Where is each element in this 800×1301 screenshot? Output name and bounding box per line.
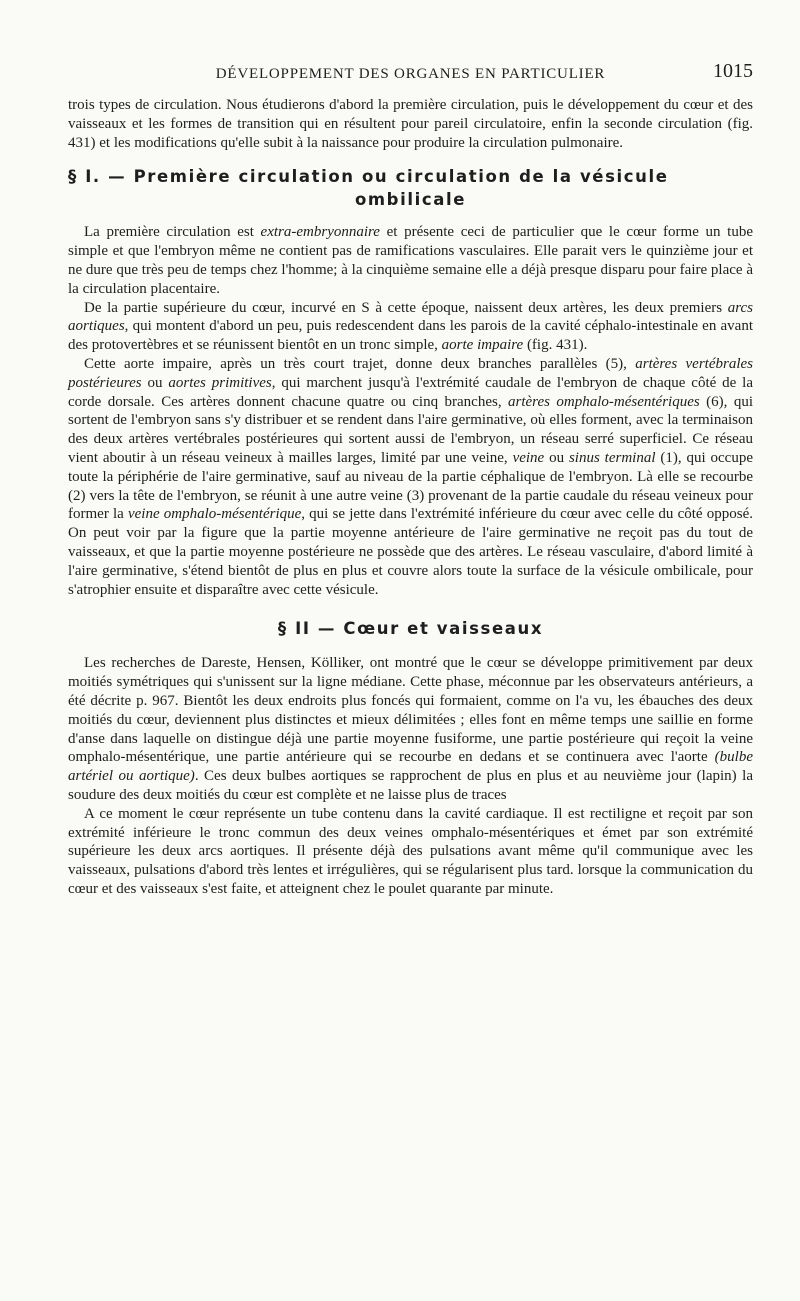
italic-term: sinus terminal [568,449,656,466]
section1-heading-line2: ombilicale [354,190,467,210]
text-run: La première circulation est [84,224,261,241]
text-run: (fig. 431). [523,337,588,354]
text-run: , qui se jette dans l'extrémité inférieure du cœur avec celle du côté opposé. On peut voir par la figure que la partie moyenne antérieure de l'aire germinative ne reçoit pas du tout de vaisseaux, et que la partie moyenne postérieure ne possède que des artères. Le réseau vasculaire, d'abord limité à l'aire germinative, s'étend bientôt de plus en plus et couvre alors toute la surface de la vésicule ombilicale, pour s'atrophier ensuite et disparaître avec cette vésicule. [68,506,753,598]
section1-heading [68,165,753,211]
italic-term: (bulbe artériel ou aortique) [68,749,753,785]
text-run: Cette aorte impaire, après un très court trajet, donne deux branches parallèles (5), [84,355,636,372]
text-run: et présente ceci de particulier que le cœur forme un tube simple et que l'embryon même ne contient pas de ramifications vasculaires. Elle parait vers le quinzième jour et ne dure que très peu de temps chez l'homme; à la cinquième semaine elle a déjà presque disparu pour faire place à la circulation placentaire. [68,224,754,297]
text-run: ou [141,374,169,391]
text-run: , qui marchent jusqu'à l'extrémité caudale de l'embryon de chaque côté de la corde dorsale. Ces artères donnent chacune quatre ou cinq branches, [68,374,754,410]
text-run: . Ces deux bulbes aortiques se rapprochent de plus en plus et au neuvième jour (lapin) la soudure des deux moitiés du cœur est complète et ne laisse plus de traces [68,768,753,803]
text-run: (6), qui sortent de l'embryon sans s'y distribuer et se rendent dans l'aire germinative, où elles forment, avec la terminaison des deux artères vertébrales postérieures qui sortent aussi de l'embryon, un réseau serré superficiel. Ce réseau vient aboutir à un réseau veineux à mailles larges, limité par une veine, [68,393,753,466]
section2-paragraph-1 [68,654,753,804]
text-run: Les recherches de Dareste, Hensen, Kölliker, ont montré que le cœur se développe primitivement par deux moitiés symétriques qui s'unissent sur la ligne médiane. Cette phase, méconnue par les observateurs antérieurs, a été décrite p. 967. Bientôt les deux endroits plus foncés qui formaient, comme on l'a vu, les ébauches des deux moitiés du cœur, deviennent plus distinctes et mieux délimitées ; elles font en même temps une saillie en forme d'anse dans laquelle on distingue déjà une partie moyenne fusiforme, une partie postérieure qui reçoit la veine omphalo-mésentérique, une partie antérieure qui se recourbe en dedans et se continuera avec l'aorte [68,655,753,766]
italic-term: artères vertébrales postérieures [68,355,753,391]
section2-heading: § II — Cœur et vaisseaux [277,619,544,639]
text-run: ou [544,449,569,466]
section2-paragraph-2: A ce moment le cœur représente un tube contenu dans la cavité cardiaque. Il est rectiligne et reçoit par son extrémité inférieure le tronc commun des deux veines omphalo-mésentériques et émet par son extrémité supérieure les deux arcs aortiques. Il présente déjà des pulsations avant même qu'il communique avec les vaisseaux, pulsations d'abord très lentes et irrégulières, qui se régularisent plus tard. lorsque la communication du cœur et des vaisseaux s'est faite, et atteignent chez le poulet quarante par minute. [68,805,753,897]
section1-paragraph-1 [68,223,753,298]
italic-term: veine [512,449,545,466]
italic-term: arcs aortiques [68,299,753,335]
italic-term: artères omphalo-mésentériques [508,393,700,410]
book-page [68,60,753,899]
section1-paragraph-3 [68,355,753,599]
italic-term: veine omphalo-mésentérique [127,506,302,523]
section1-heading-line1: § I. — Première circulation ou circulation de la vésicule [68,167,669,187]
running-title: DÉVELOPPEMENT DES ORGANES EN PARTICULIER [215,66,606,82]
italic-term: aorte impaire [441,337,524,354]
text-run: (1), qui occupe toute la périphérie de l'aire germinative, sauf au niveau de la partie céphalique de l'embryon. Là elle se recourbe (2) vers la tête de l'embryon, se réunit à une autre veine (3) provenant de la partie caudale du réseau veineux pour former la [68,449,753,523]
text-run: , qui montent d'abord un peu, puis redescendent dans les parois de la cavité céphalo-intestinale en avant des protovertèbres et se réunissent bientôt en un tronc simple, [68,318,753,354]
section1-paragraph-2 [68,299,753,355]
text-run: De la partie supérieure du cœur, incurvé en S à cette époque, naissent deux artères, les deux premiers [84,299,728,316]
running-head [68,60,753,90]
intro-paragraph: trois types de circulation. Nous étudierons d'abord la première circulation, puis le développement du cœur et des vaisseaux et les formes de transition qui en résultent pour pareil circulatoire, enfin la seconde circulation (fig. 431) et les modifications qu'elle subit à la naissance pour produire la circulation pulmonaire. [68,97,753,151]
italic-term: aortes primitives [168,374,272,391]
page-number: 1015 [713,60,753,82]
italic-term: extra-embryonnaire [260,224,380,241]
